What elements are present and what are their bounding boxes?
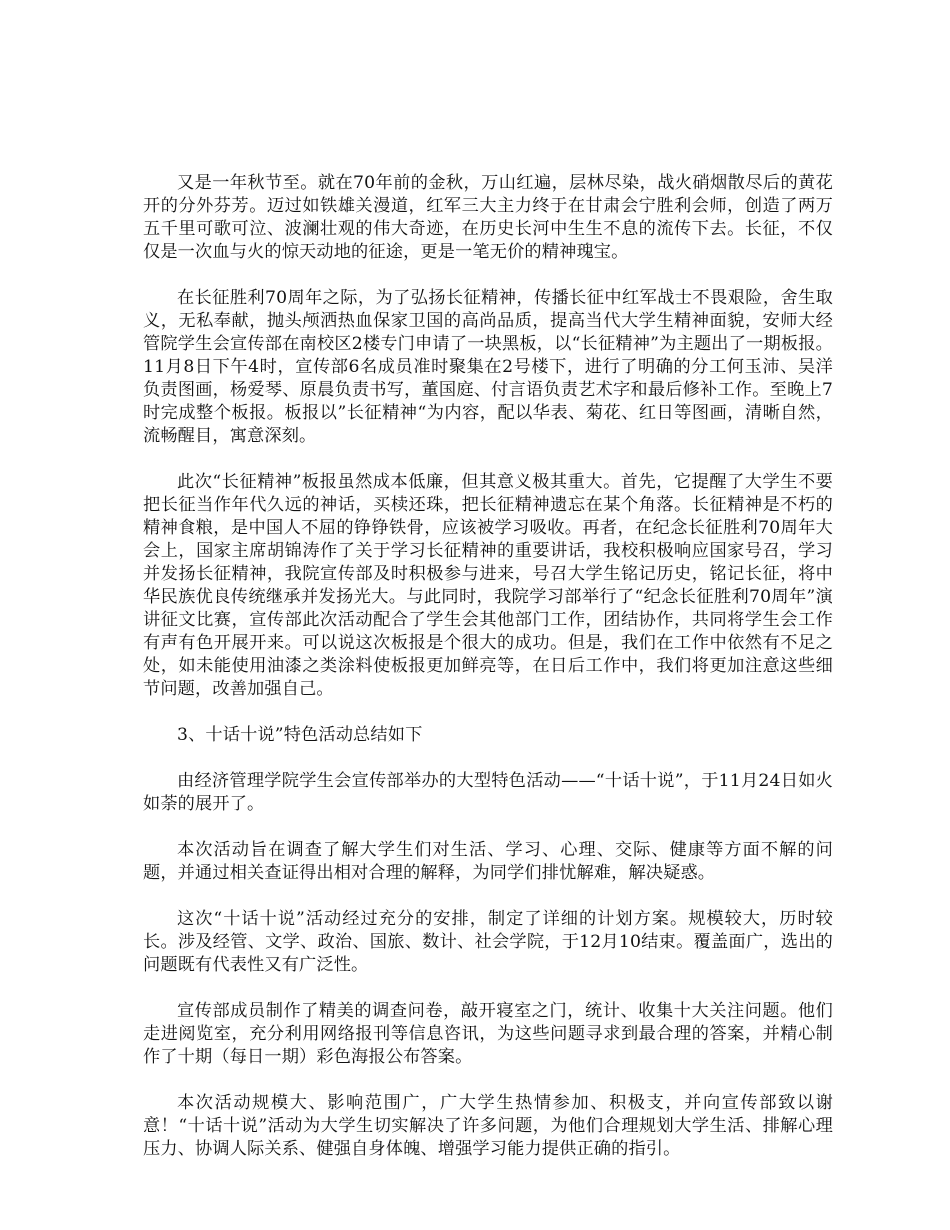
document-body [143, 172, 833, 1184]
paragraph-activity-conclusion: 本次活动规模大、影响范围广，广大学生热情参加、积极支，并向宣传部致以谢意！“十话十说”活动为大学生切实解决了许多问题，为他们合理规划大学生活、排解心理压力、协调人际关系、健强自身体魄、增强学习能力提供正确的指引。 [143, 1093, 833, 1159]
paragraph-activity-purpose: 本次活动旨在调查了解大学生们对生活、学习、心理、交际、健康等方面不解的问题，并通过相关查证得出相对合理的解释，为同学们排忧解难，解决疑惑。 [143, 840, 833, 883]
paragraph-activity-launch: 由经济管理学院学生会宣传部举办的大型特色活动——“十话十说”，于11月24日如火如荼的展开了。 [143, 771, 833, 814]
paragraph-blackboard-event: 在长征胜利70周年之际，为了弘扬长征精神，传播长征中红军战士不畏艰险，舍生取义，无私奉献，抛头颅洒热血保家卫国的高尚品质，提高当代大学生精神面貌，安师大经管院学生会宣传部在南校区2楼专门申请了一块黑板，以“长征精神”为主题出了一期板报。11月8日下午4时，宣传部6名成员准时聚集在2号楼下，进行了明确的分工何玉沛、吴洋负责图画，杨爱琴、原晨负责书写，董国庭、付言语负责艺术字和最后修补工作。至晚上7时完成整个板报。板报以”长征精神“为内容，配以华表、菊花、红日等图画，清晰自然，流畅醒目，寓意深刻。 [143, 288, 833, 446]
paragraph-activity-scope: 这次“十话十说”活动经过充分的安排，制定了详细的计划方案。规模较大，历时较长。涉及经管、文学、政治、国旅、数计、社会学院，于12月10结束。覆盖面广，选出的问题既有代表性又有广泛性。 [143, 909, 833, 975]
section-heading: 3、十话十说”特色活动总结如下 [177, 725, 423, 745]
paragraph-autumn-intro: 又是一年秋节至。就在70年前的金秋，万山红遍，层林尽染，战火硝烟散尽后的黄花开的分外芬芳。迈过如铁雄关漫道，红军三大主力终于在甘肃会宁胜利会师，创造了两万五千里可歌可泣、波澜壮观的伟大奇迹，在历史长河中生生不息的流传下去。长征，不仅仅是一次血与火的惊天动地的征途，更是一笔无价的精神瑰宝。 [143, 173, 833, 262]
paragraph-blackboard-significance: 此次“长征精神”板报虽然成本低廉，但其意义极其重大。首先，它提醒了大学生不要把长征当作年代久远的神话，买椟还珠，把长征精神遗忘在某个角落。长征精神是不朽的精神食粮，是中国人不屈的铮铮铁骨，应该被学习吸收。再者，在纪念长征胜利70周年大会上，国家主席胡锦涛作了关于学习长征精神的重要讲话，我校积极响应国家号召，学习并发扬长征精神，我院宣传部及时积极参与进来，号召大学生铭记历史，铭记长征，将中华民族优良传统继承并发扬光大。与此同时，我院学习部举行了“纪念长征胜利70周年”演讲征文比赛，宣传部此次活动配合了学生会其他部门工作，团结协作，共同将学生会工作有声有色开展开来。可以说这次板报是个很大的成功。但是，我们在工作中依然有不足之处，如未能使用油漆之类涂料使板报更加鲜亮等，在日后工作中，我们将更加注意这些细节问题，改善加强自己。 [143, 472, 833, 699]
paragraph-activity-process: 宣传部成员制作了精美的调查问卷，敲开寝室之门，统计、收集十大关注问题。他们走进阅览室，充分利用网络报刊等信息咨讯，为这些问题寻求到最合理的答案，并精心制作了十期（每日一期）彩色海报公布答案。 [143, 1001, 833, 1067]
